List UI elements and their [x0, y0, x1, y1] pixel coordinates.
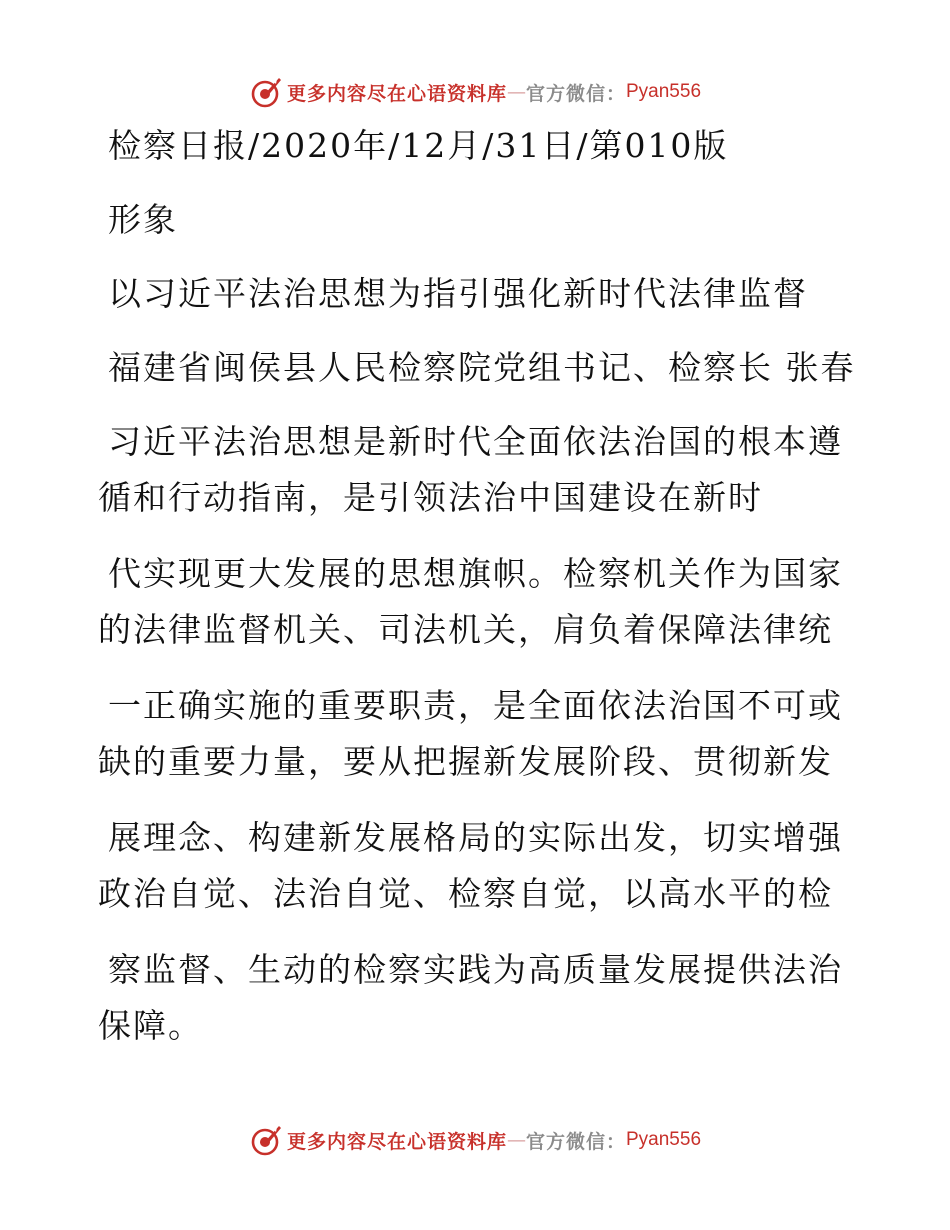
body-line: 缺的重要力量，要从把握新发展阶段、贯彻新发	[98, 742, 833, 781]
body-line: 政治自觉、法治自觉、检察自觉，以高水平的检	[98, 874, 833, 913]
watermark-separator: —	[506, 1129, 526, 1151]
watermark-wechat-id: Pyan556	[626, 1129, 702, 1150]
quill-pen-logo-icon	[249, 75, 283, 109]
watermark-separator: —	[506, 81, 526, 103]
watermark-banner-top	[0, 72, 950, 112]
body-line: 一正确实施的重要职责，是全面依法治国不可或	[108, 686, 843, 725]
watermark-text: 更多内容尽在心语资料库	[286, 82, 507, 105]
article-byline: 福建省闽侯县人民检察院党组书记、检察长 张春	[108, 348, 856, 387]
watermark-banner-bottom	[0, 1120, 950, 1160]
article-header: 检察日报/2020年/12月/31日/第010版	[108, 126, 729, 165]
body-line: 察监督、生动的检察实践为高质量发展提供法治	[108, 950, 843, 989]
body-line: 习近平法治思想是新时代全面依法治国的根本遵	[108, 422, 843, 461]
watermark-contact-label: 官方微信：	[525, 82, 626, 105]
body-line: 循和行动指南，是引领法治中国建设在新时	[98, 478, 763, 517]
body-line: 的法律监督机关、司法机关，肩负着保障法律统	[98, 610, 833, 649]
watermark-wechat-id: Pyan556	[626, 81, 702, 102]
watermark-contact-label: 官方微信：	[525, 1130, 626, 1153]
body-line: 展理念、构建新发展格局的实际出发，切实增强	[108, 818, 843, 857]
quill-pen-logo-icon	[249, 1123, 283, 1157]
body-line: 代实现更大发展的思想旗帜。检察机关作为国家	[108, 554, 843, 593]
body-line: 保障。	[98, 1006, 203, 1045]
watermark-text: 更多内容尽在心语资料库	[286, 1130, 507, 1153]
article-title: 以习近平法治思想为指引强化新时代法律监督	[108, 274, 808, 313]
article-section: 形象	[108, 200, 178, 239]
